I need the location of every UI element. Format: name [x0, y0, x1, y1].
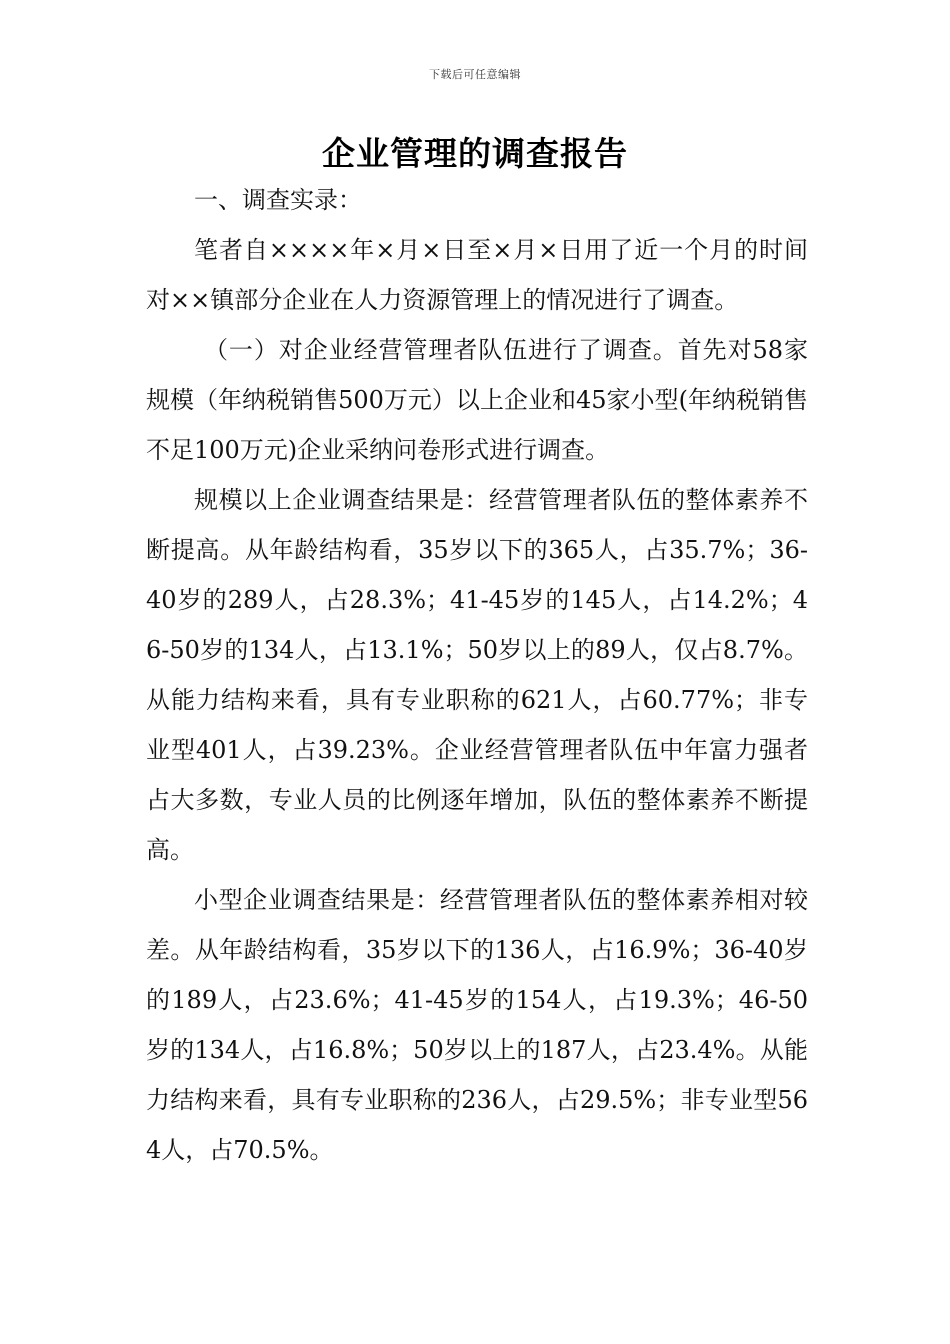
page-title: 企业管理的调查报告: [322, 134, 628, 173]
paragraph-large-enterprise-results: 规模以上企业调查结果是：经营管理者队伍的整体素养不断提高。从年龄结构看，35岁以下的365人，占35.7%；36-40岁的289人，占28.3%；41-45岁的145人，占14.2%；46-50岁的134人，占13.1%；50岁以上的89人，仅占8.7%。从能力结构来看，具有专业职称的621人，占60.77%；非专业型401人，占39.23%。企业经营管理者队伍中年富力强者占大多数，专业人员的比例逐年增加，队伍的整体素养不断提高。: [146, 486, 808, 864]
paragraph-survey-method: （一）对企业经营管理者队伍进行了调查。首先对58家规模（年纳税销售500万元）以上企业和45家小型(年纳税销售不足100万元)企业采纳问卷形式进行调查。: [146, 336, 808, 464]
paragraph-survey-intro: 笔者自××××年×月×日至×月×日用了近一个月的时间对××镇部分企业在人力资源管理上的情况进行了调查。: [146, 236, 808, 314]
document-body: [146, 175, 808, 1175]
header-note: 下载后可任意编辑: [429, 68, 521, 81]
section-heading: 一、调查实录：: [194, 186, 362, 214]
paragraph-small-enterprise-results: 小型企业调查结果是：经营管理者队伍的整体素养相对较差。从年龄结构看，35岁以下的136人，占16.9%；36-40岁的189人，占23.6%；41-45岁的154人，占19.3%；46-50岁的134人，占16.8%；50岁以上的187人，占23.4%。从能力结构来看，具有专业职称的236人，占29.5%；非专业型564人，占70.5%。: [146, 886, 808, 1164]
